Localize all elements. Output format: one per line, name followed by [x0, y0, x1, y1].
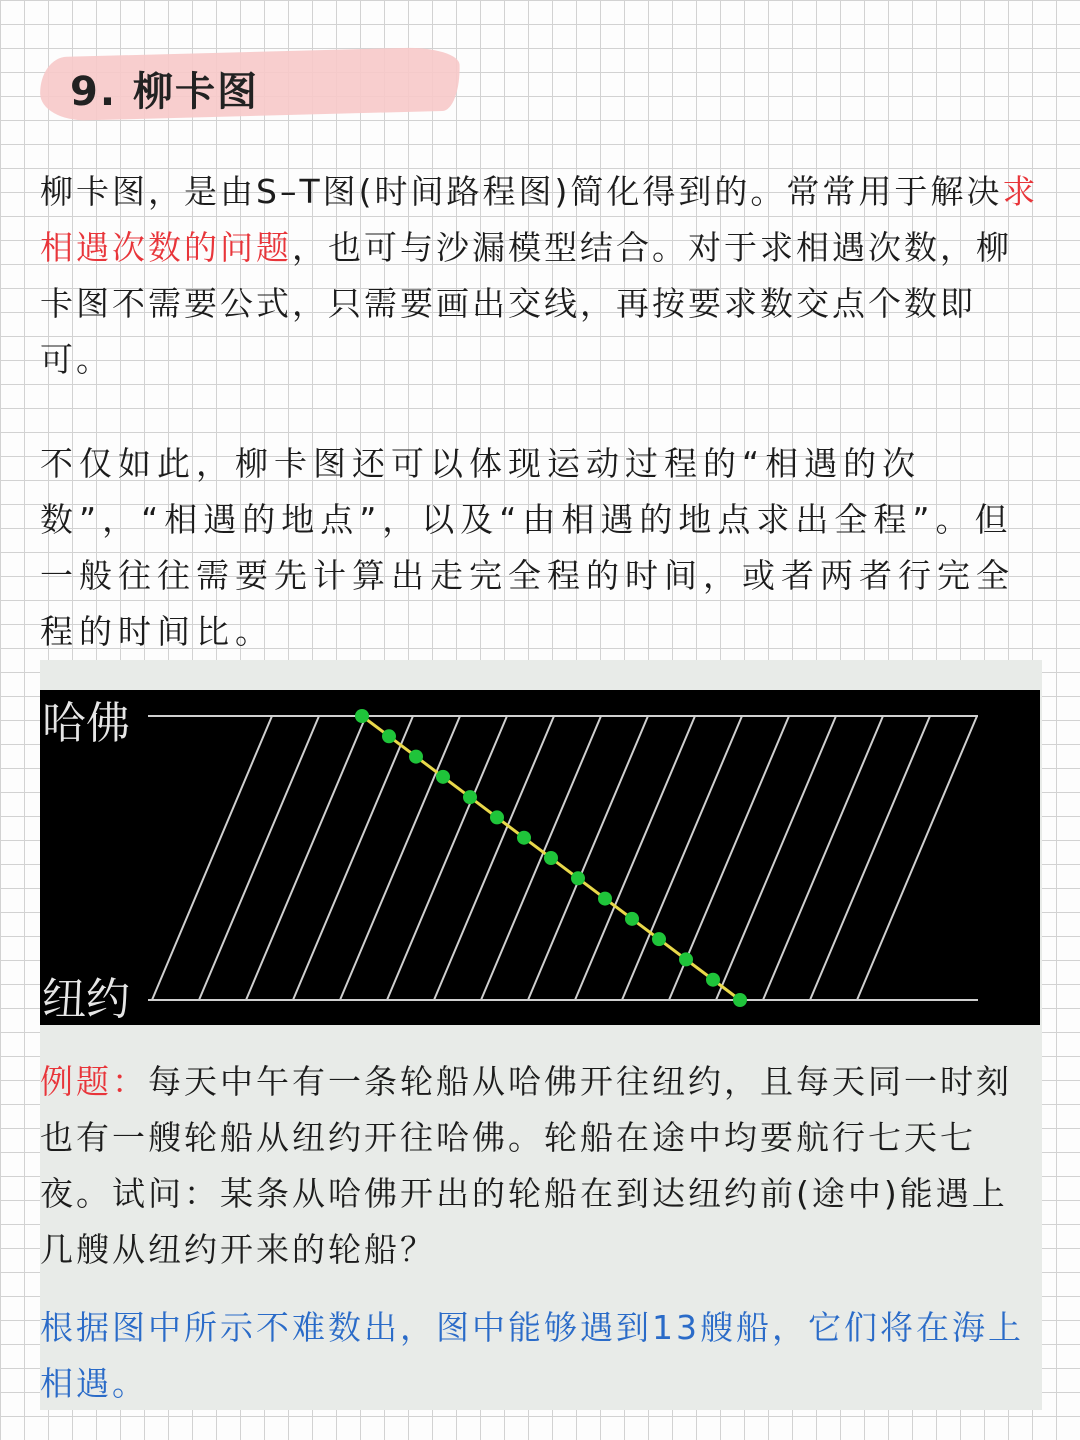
intro-highlight: 求相遇次数的问题: [40, 172, 1039, 267]
ship-line: [152, 716, 272, 1000]
meeting-point: [409, 750, 423, 764]
intro-paragraph: [40, 164, 1040, 388]
ship-line: [857, 716, 977, 1000]
intro-text-b: ，也可与沙漏模型结合。对于求相遇次数，柳卡图不需要公式，只需要画出交线，再按要求数交点个数即可。: [40, 228, 1012, 379]
meeting-point: [652, 932, 666, 946]
harvard-label: 哈佛: [42, 698, 130, 749]
meeting-point: [490, 810, 504, 824]
meeting-point: [571, 871, 585, 885]
ship-line: [199, 716, 319, 1000]
ship-line: [763, 716, 883, 1000]
meeting-point: [436, 770, 450, 784]
liuka-diagram-svg: [40, 690, 1040, 1025]
ship-line: [387, 716, 507, 1000]
answer-paragraph: 根据图中所示不难数出，图中能够遇到13艘船，它们将在海上相遇。: [40, 1308, 1024, 1403]
meeting-points: [355, 709, 747, 1007]
section-title-text: 9. 柳卡图: [70, 69, 259, 115]
ship-line: [340, 716, 460, 1000]
example-paragraph: [40, 1054, 1040, 1278]
intro-text-a: 柳卡图，是由S–T图(时间路程图)简化得到的。常常用于解决: [40, 172, 1003, 211]
meeting-point: [706, 973, 720, 987]
meeting-point: [355, 709, 369, 723]
meeting-point: [625, 912, 639, 926]
ship-line: [575, 716, 695, 1000]
ship-line: [246, 716, 366, 1000]
ship-lines: [152, 716, 977, 1000]
meeting-point: [598, 892, 612, 906]
example-text: 每天中午有一条轮船从哈佛开往纽约，且每天同一时刻也有一艘轮船从纽约开往哈佛。轮船在途中均要航行七天七夜。试问：某条从哈佛开出的轮船在到达纽约前(途中)能遇上几艘从纽约开来的轮船？: [40, 1062, 1012, 1269]
ship-line: [434, 716, 554, 1000]
ship-line: [293, 716, 413, 1000]
liuka-diagram: [40, 690, 1040, 1025]
newyork-label: 纽约: [42, 974, 130, 1025]
example-label: 例题：: [40, 1062, 148, 1101]
meeting-point: [463, 790, 477, 804]
section-title: [40, 44, 460, 124]
meeting-point: [382, 729, 396, 743]
meeting-point: [544, 851, 558, 865]
ship-line: [481, 716, 601, 1000]
meeting-point: [679, 952, 693, 966]
meeting-point: [517, 831, 531, 845]
ship-line: [810, 716, 930, 1000]
ship-line: [716, 716, 836, 1000]
detail-paragraph: 不仅如此，柳卡图还可以体现运动过程的“相遇的次数”，“相遇的地点”，以及“由相遇的地点求出全程”。但一般往往需要先计算出走完全程的时间，或者两者行完全程的时间比。: [40, 444, 1015, 651]
meeting-point: [733, 993, 747, 1007]
